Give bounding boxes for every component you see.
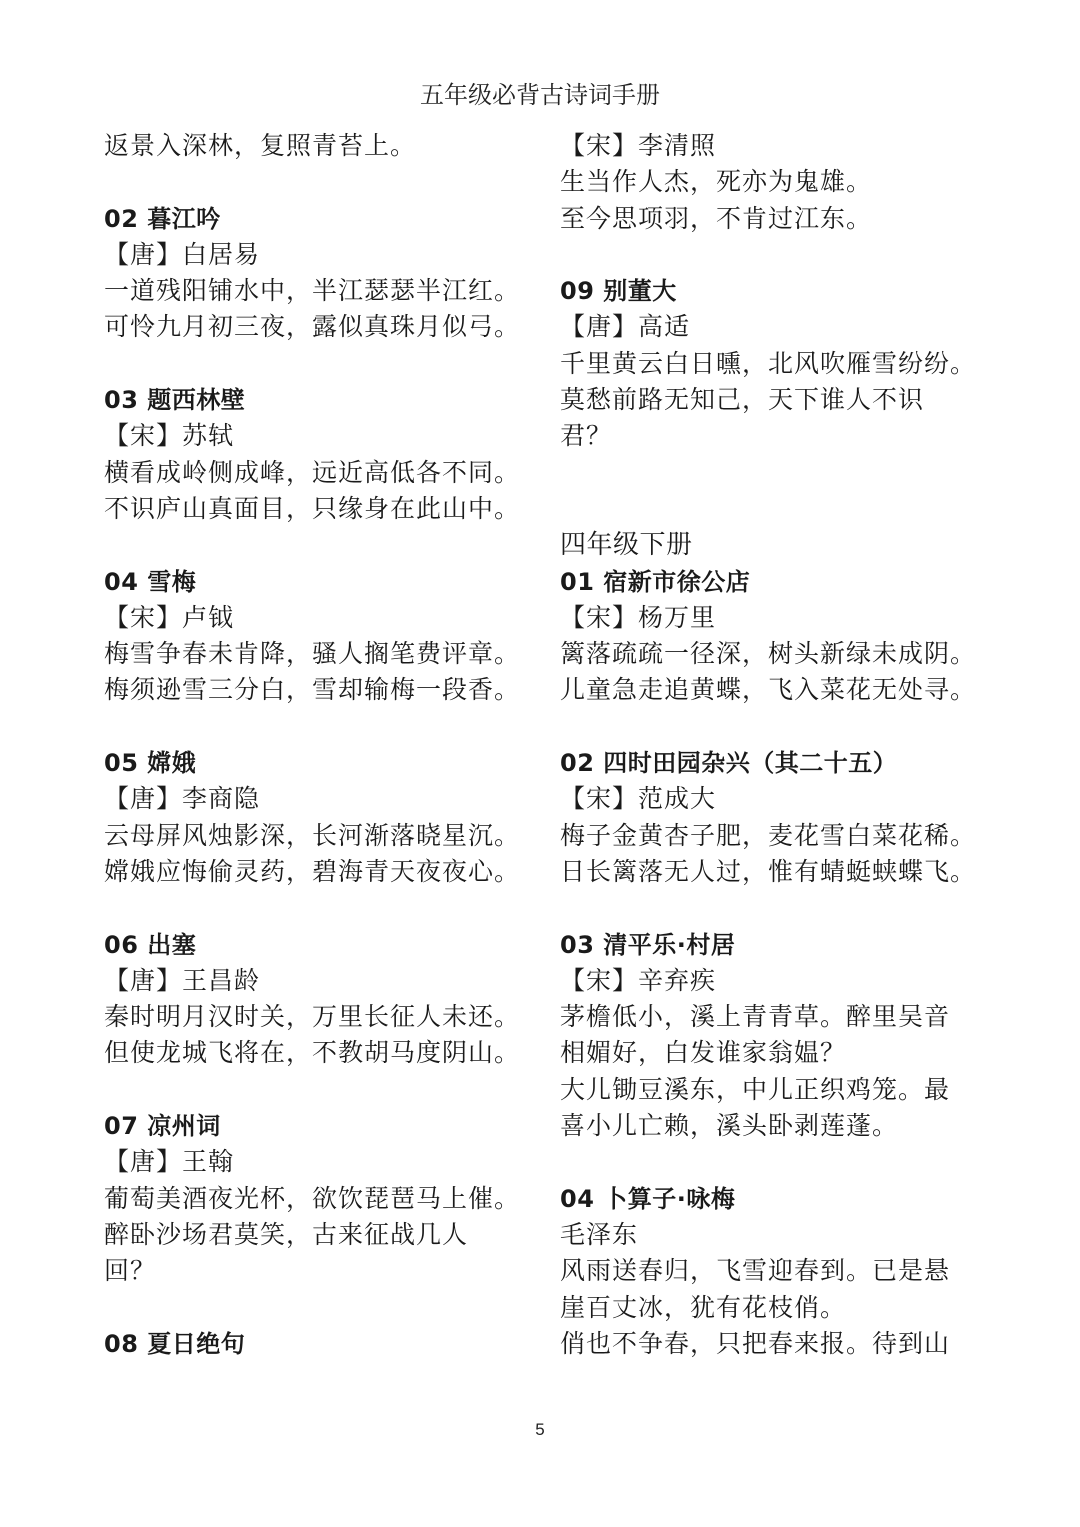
poem-line: 千里黄云白日曛，北风吹雁雪纷纷。	[560, 348, 977, 378]
spacer	[560, 1144, 1000, 1180]
poem-author: 【宋】辛弃疾	[560, 965, 717, 995]
spacer	[104, 164, 544, 200]
spacer	[104, 709, 544, 745]
spacer	[560, 709, 1000, 745]
spacer	[104, 1290, 544, 1326]
poem-line: 茅檐低小，溪上青青草。醉里吴音	[560, 1002, 951, 1032]
poem-author: 【宋】卢钺	[104, 602, 235, 632]
poem-line: 梅须逊雪三分白，雪却输梅一段香。	[104, 675, 521, 705]
poem-title: 02 四时田园杂兴（其二十五）	[560, 749, 898, 778]
poem-line: 横看成岭侧成峰，远近高低各不同。	[104, 457, 521, 487]
poem-line: 梅子金黄杏子肥，麦花雪白菜花稀。	[560, 820, 977, 850]
poem-title: 08 夏日绝句	[104, 1329, 246, 1358]
poem-title: 03 题西林壁	[104, 386, 246, 415]
poem-line: 醉卧沙场君莫笑，古来征战几人	[104, 1219, 469, 1249]
poem-line: 俏也不争春，只把春来报。待到山	[560, 1328, 951, 1358]
poem-author: 【唐】白居易	[104, 239, 261, 269]
poem-title: 04 雪梅	[104, 567, 197, 596]
section-heading: 四年级下册	[560, 530, 693, 561]
poem-line: 云母屏风烛影深，长河渐落晓星沉。	[104, 820, 521, 850]
poem-author: 【宋】李清照	[560, 131, 717, 160]
poem-line: 但使龙城飞将在，不教胡马度阴山。	[104, 1038, 521, 1068]
poem-line: 崖百丈冰，犹有花枝俏。	[560, 1292, 847, 1322]
poem-title: 02 暮江吟	[104, 204, 221, 233]
poem-line: 君？	[560, 421, 613, 451]
poem-author: 毛泽东	[560, 1219, 639, 1249]
spacer	[560, 890, 1000, 926]
poem-title: 09 别董大	[560, 277, 677, 306]
poem-line: 大儿锄豆溪东，中儿正织鸡笼。最	[560, 1074, 951, 1104]
page-header-title: 五年级必背古诗词手册	[420, 81, 660, 109]
poem-author: 【唐】高适	[560, 312, 691, 342]
poem-line: 嫦娥应悔偷灵药，碧海青天夜夜心。	[104, 856, 521, 886]
spacer	[104, 890, 544, 926]
spacer	[560, 455, 1000, 491]
poem-line: 一道残阳铺水中，半江瑟瑟半江红。	[104, 276, 521, 306]
poem-line: 儿童急走追黄蝶，飞入菜花无处寻。	[560, 675, 977, 705]
poem-line: 不识庐山真面目，只缘身在此山中。	[104, 493, 521, 523]
poem-title: 06 出塞	[104, 930, 197, 959]
poem-line: 可怜九月初三夜，露似真珠月似弓。	[104, 312, 521, 342]
poem-author: 【唐】王翰	[104, 1147, 235, 1177]
poem-author: 【唐】王昌龄	[104, 965, 261, 995]
poem-line: 日长篱落无人过，惟有蜻蜓蛱蝶飞。	[560, 856, 977, 886]
poem-title: 04 卜算子·咏梅	[560, 1184, 736, 1213]
poem-line: 喜小儿亡赖，溪头卧剥莲蓬。	[560, 1111, 899, 1141]
poem-line: 至今思项羽，不肯过江东。	[560, 203, 873, 233]
poem-line: 相媚好，白发谁家翁媪？	[560, 1038, 847, 1068]
poem-line: 葡萄美酒夜光杯，欲饮琵琶马上催。	[104, 1183, 521, 1213]
poem-line: 秦时明月汉时关，万里长征人未还。	[104, 1002, 521, 1032]
left-column	[104, 128, 544, 1362]
poem-line: 风雨送春归，飞雪迎春到。已是悬	[560, 1256, 951, 1286]
poem-author: 【宋】范成大	[560, 784, 717, 814]
poem-author: 【唐】李商隐	[104, 784, 261, 814]
poem-line: 莫愁前路无知己，天下谁人不识	[560, 385, 925, 415]
poem-title: 01 宿新市徐公店	[560, 567, 751, 596]
spacer	[560, 491, 1000, 527]
poem-line: 梅雪争春未肯降，骚人搁笔费评章。	[104, 639, 521, 669]
poem-title: 05 嫦娥	[104, 749, 197, 778]
poem-title: 07 凉州词	[104, 1112, 221, 1141]
poem-line: 返景入深林，复照青苔上。	[104, 131, 417, 160]
poem-title: 03 清平乐·村居	[560, 930, 736, 959]
spacer	[104, 346, 544, 382]
poem-line: 回？	[104, 1256, 157, 1286]
poem-line: 生当作人杰，死亦为鬼雄。	[560, 167, 873, 197]
right-column	[560, 128, 1000, 1362]
poem-author: 【宋】苏轼	[104, 421, 235, 451]
spacer	[104, 527, 544, 563]
spacer	[560, 237, 1000, 273]
poem-author: 【宋】杨万里	[560, 602, 717, 632]
poem-line: 篱落疏疏一径深，树头新绿未成阴。	[560, 639, 977, 669]
spacer	[104, 1072, 544, 1108]
page-number: 5	[535, 1420, 545, 1439]
